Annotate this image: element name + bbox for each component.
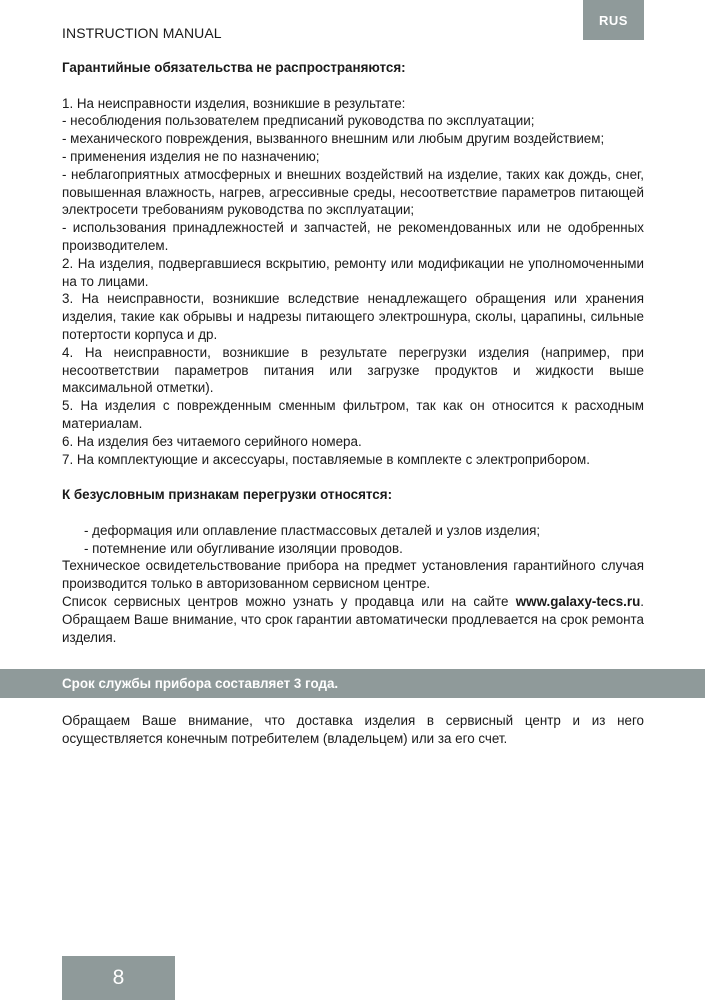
service-prefix: Список сервисных центров можно узнать у продавца или на сайте bbox=[62, 593, 516, 609]
overload-heading: К безусловным признакам перегрузки относятся: bbox=[62, 487, 393, 503]
warranty-item: 7. На комплектующие и аксессуары, поставляемые в комплекте с электроприбором. bbox=[62, 451, 590, 467]
service-site-link[interactable]: www.galaxy-tecs.ru bbox=[515, 593, 641, 609]
service-life-text: Срок службы прибора составляет 3 года. bbox=[62, 676, 339, 691]
warranty-item: - использования принадлежностей и запчастей, не рекомендованных или не одобренных производителем. bbox=[62, 220, 644, 253]
warranty-item: 1. На неисправности изделия, возникшие в результате: bbox=[62, 95, 406, 111]
warranty-item: - несоблюдения пользователем предписаний руководства по эксплуатации; bbox=[62, 113, 535, 129]
warranty-section bbox=[62, 59, 644, 646]
language-tab: RUS bbox=[583, 0, 644, 40]
inspection-text: Техническое освидетельствование прибора на предмет установления гарантийного случая производится только в авторизованном сервисном центре. bbox=[62, 558, 644, 592]
overload-item: - потемнение или обугливание изоляции проводов. bbox=[84, 540, 403, 556]
warranty-item: - применения изделия не по назначению; bbox=[62, 148, 320, 164]
warranty-item: 6. На изделия без читаемого серийного номера. bbox=[62, 433, 362, 449]
service-centers-text bbox=[62, 593, 644, 646]
overload-item: - деформация или оплавление пластмассовых деталей и узлов изделия; bbox=[84, 522, 541, 538]
warranty-item: - неблагоприятных атмосферных и внешних воздействий на изделие, таких как дождь, снег, повышенная влажность, нагрев, агрессивные среды, несоответствие параметров питающей электросети требованиям руководства по эксплуатации; bbox=[62, 166, 644, 218]
delivery-section bbox=[62, 712, 644, 748]
delivery-text: Обращаем Ваше внимание, что доставка изделия в сервисный центр и из него осуществляется конечным потребителем (владельцем) или за его счет. bbox=[62, 713, 644, 746]
service-life-banner bbox=[0, 669, 705, 698]
warranty-heading: Гарантийные обязательства не распространяются: bbox=[62, 60, 406, 75]
warranty-item: 3. На неисправности, возникшие вследствие ненадлежащего обращения или хранения изделия, такие как обрывы и надрезы питающего электрошнура, сколы, царапины, сильные потертости корпуса и др. bbox=[62, 291, 644, 342]
warranty-item: 2. На изделия, подвергавшиеся вскрытию, ремонту или модификации не уполномоченными на то лицами. bbox=[62, 255, 644, 289]
warranty-item: - механического повреждения, вызванного внешним или любым другим воздействием; bbox=[62, 131, 605, 147]
warranty-item: 5. На изделия с поврежденным сменным фильтром, так как он относится к расходным материалам. bbox=[62, 398, 644, 431]
warranty-item: 4. На неисправности, возникшие в результате перегрузки изделия (например, при несоответствии параметров питания или загрузке продуктов и жидкости выше максимальной отметки). bbox=[62, 344, 644, 396]
service-suffix: . Обращаем Ваше внимание, что срок гарантии автоматически продлевается на срок ремонта изделия. bbox=[62, 593, 644, 645]
manual-title: INSTRUCTION MANUAL bbox=[62, 25, 222, 41]
page-number: 8 bbox=[62, 956, 175, 1000]
